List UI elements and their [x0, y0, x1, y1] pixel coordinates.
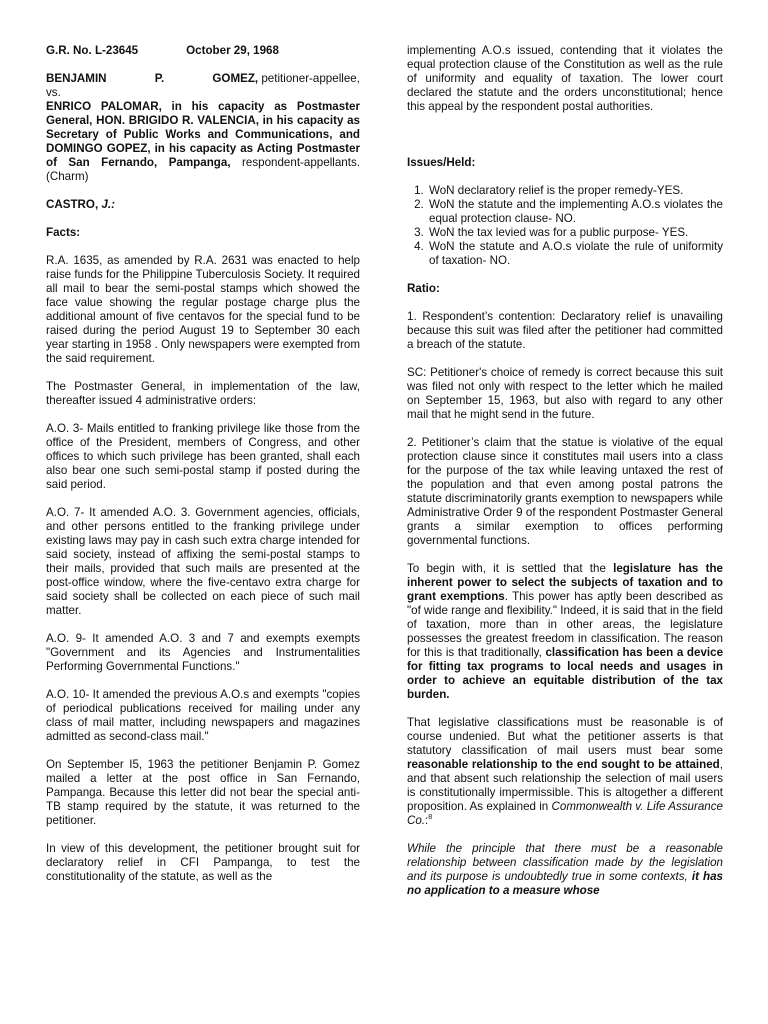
text-run: To begin with, it is settled that the — [407, 562, 614, 575]
facts-paragraph-ao3: A.O. 3- Mails entitled to franking privilege like those from the office of the President, members of Congress, and other offices to which such privilege has been granted, shall each also bear one such semi-postal stamp if posted during the said period. — [46, 422, 360, 491]
petitioner-name-role — [212, 72, 360, 86]
quote-emphasis-run: it has no application to a measure whose — [407, 870, 723, 897]
decision-date: October 29, 1968 — [186, 44, 279, 57]
facts-paragraph-1: R.A. 1635, as amended by R.A. 2631 was enacted to help raise funds for the Philippine Tuberculosis Society. It required all mail to bear the semi-postal stamps which showed the face value showing the regular postage charge plus the additional amount of five centavos for the special fund to be raised during the period August 19 to September 30 each year starting in 1958 . Only newspapers were exempted from the said requirement. — [46, 254, 360, 365]
ratio-paragraph-2: 2. Petitioner’s claim that the statue is violative of the equal protection clause since it constitutes mail users into a class for the purpose of the tax while leaving untaxed the rest of the population and that even among postal patrons the statute discriminatorily grants exemption to newspapers while Administrative Order 9 of the respondent Postmaster General grants a similar exemption to offices performing governmental functions. — [407, 436, 723, 547]
facts-paragraph-ao9: A.O. 9- It amended A.O. 3 and 7 and exempts exempts "Government and its Agencies and Instrumentalities Performing Governmental Functions." — [46, 632, 360, 673]
versus-label: vs. — [46, 86, 61, 99]
facts-paragraph-ao7: A.O. 7- It amended A.O. 3. Government agencies, officials, and other persons entitled to the franking privilege under existing laws may pay in cash such extra charge intended for said society, instead of affixing the semi-postal stamps to their mails, provided that such mails are presented at the post-office window, where the five-centavo extra charge for said society shall be collected on each piece of such mail matter. — [46, 506, 360, 617]
text-run: That legislative classifications must be reasonable is of course undenied. But what the petitioner asserts is that statutory classification of mail users must bear some — [407, 716, 723, 757]
issue-item: 1. WoN declaratory relief is the proper remedy-YES. — [427, 184, 723, 198]
facts-paragraph-mailing: On September I5, 1963 the petitioner Benjamin P. Gomez mailed a letter at the post office in San Fernando, Pampanga. Because this letter did not bear the special anti-TB stamp required by the statute, it was returned to the petitioner. — [46, 758, 360, 827]
issue-item: 2. WoN the statute and the implementing A.O.s violates the equal protection clause- NO. — [427, 198, 723, 226]
emphasis-run: legislature has the inherent power to select the subjects of taxation and to grant exemptions — [407, 562, 723, 603]
respondents-role: respondent-appellants. (Charm) — [46, 156, 360, 183]
respondents-names: ENRICO PALOMAR, in his capacity as Postmaster General, HON. BRIGIDO R. VALENCIA, in his capacity as Secretary of Public Works and Communications, and DOMINGO GOPEZ, in his capacity as Acting Postmaster of San Fernando, Pampanga, — [46, 100, 360, 169]
facts-paragraph-2: The Postmaster General, in implementation of the law, thereafter issued 4 administrative orders: — [46, 380, 360, 407]
ratio-heading: Ratio: — [407, 282, 440, 295]
text-run: . This power has aptly been described as "of wide range and flexibility." Indeed, it is said that in the field of taxation, more than in other areas, the legislature possesses the greatest freedom in classification. The reason for this is that traditionally, — [407, 590, 724, 659]
issues-list — [407, 184, 723, 268]
petitioner-line — [46, 72, 360, 86]
ratio-paragraph-sc: SC: Petitioner's choice of remedy is correct because this suit was filed not only with respect to the letter which he mailed on September 15, 1963, but also with regard to any other mail that he might send in the future. — [407, 366, 723, 421]
facts-paragraph-suit-continued — [407, 44, 723, 142]
facts-paragraph-suit: In view of this development, the petitioner brought suit for declaratory relief in CFI Pampanga, to test the constitutionality of the statute, as well as the — [46, 842, 360, 883]
emphasis-run: reasonable relationship to the end sought to be attained — [407, 758, 720, 771]
ponente-name: CASTRO, — [46, 198, 102, 211]
facts-paragraph-suit-overflow: implementing A.O.s issued, contending that it violates the equal protection clause of the Constitution as well as the rule of uniformity and equality of taxation. The lower court declared the statute and the orders unconstitutional; hence this appeal by the respondent postal authorities. — [407, 44, 723, 113]
ratio-paragraph-legislature — [407, 562, 723, 702]
issue-item: 3. WoN the tax levied was for a public purpose- YES. — [427, 226, 723, 240]
footnote-marker: 8 — [428, 814, 433, 822]
facts-heading: Facts: — [46, 226, 81, 239]
right-column — [407, 44, 723, 912]
quote-run: While the principle that there must be a reasonable relationship between classification made by the legislation and its purpose is undoubtedly true in some contexts, — [407, 842, 723, 883]
gr-number: G.R. No. L-23645 — [46, 44, 139, 57]
issue-item: 4. WoN the statute and A.O.s violate the rule of uniformity of taxation- NO. — [427, 240, 723, 268]
issues-heading: Issues/Held: — [407, 156, 476, 169]
petitioner-middle-initial: P. — [154, 72, 165, 85]
petitioner-role: petitioner-appellee, — [258, 72, 360, 85]
left-column — [46, 44, 360, 884]
spacer — [407, 142, 723, 156]
ratio-paragraph-quote — [407, 842, 723, 898]
facts-paragraph-ao10: A.O. 10- It amended the previous A.O.s and exempts "copies of periodical publications received for mailing under any class of mail matter, including newspapers and magazines admitted as second-class mail." — [46, 688, 360, 743]
petitioner-first-name: BENJAMIN — [46, 72, 107, 85]
petitioner-last-name: GOMEZ, — [212, 72, 259, 85]
case-citation: Commonwealth v. Life Assurance Co. — [407, 800, 723, 827]
text-run: , and that absent such relationship the selection of mail users is constitutionally impermissible. This is altogether a different proposition. As explained in — [407, 758, 723, 813]
ponente — [46, 198, 360, 212]
parties-block — [46, 72, 360, 184]
text-run: : — [425, 814, 429, 827]
emphasis-run: classification has been a device for fitting tax programs to local needs and usages in order to achieve an equitable distribution of the tax burden. — [407, 646, 724, 701]
ponente-suffix: J.: — [101, 198, 115, 211]
case-caption-line — [46, 44, 360, 58]
respondents-paragraph — [46, 100, 360, 184]
ratio-paragraph-1: 1. Respondent’s contention: Declaratory relief is unavailing because this suit was filed after the petitioner had committed a breach of the statute. — [407, 310, 723, 351]
ratio-paragraph-reasonable — [407, 716, 723, 828]
